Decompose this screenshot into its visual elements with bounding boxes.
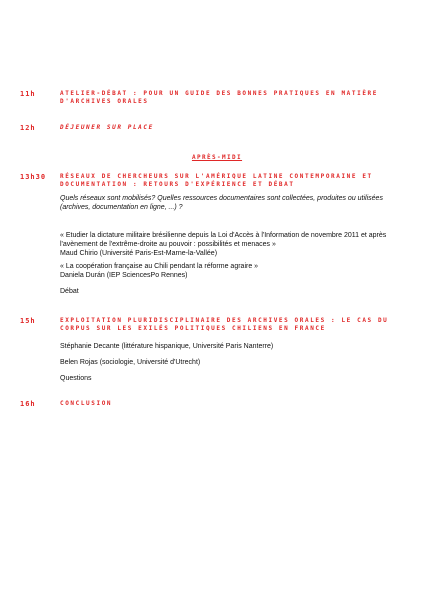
afternoon-heading: APRÈS-MIDI	[191, 154, 243, 161]
debate-label: Débat	[60, 288, 79, 295]
session-questions: Quels réseaux sont mobilisés? Quelles ressources documentaires sont collectées, produites ou utilisées (archives, documentation en ligne, ...) ?	[60, 195, 383, 211]
speaker-1: Stéphanie Decante (littérature hispanique, Université Paris Nanterre)	[60, 343, 274, 350]
session-time: 13h30	[20, 173, 47, 181]
session-time: 16h	[20, 400, 36, 408]
session-time: 12h	[20, 124, 36, 132]
talk-1-title: « Etudier la dictature militaire brésilienne depuis la Loi d'Accès à l'Information de novembre 2011 et après l'avènement de l'extrême-droite au pouvoir : possibilités et menaces »	[60, 232, 387, 248]
session-title: ATELIER-DÉBAT : POUR UN GUIDE DES BONNES PRATIQUES EN MATIÈRE D'ARCHIVES ORALES	[60, 90, 378, 105]
session-title: RÉSEAUX DE CHERCHEURS SUR L'AMÉRIQUE LATINE CONTEMPORAINE ET DOCUMENTATION : RETOURS D'EXPÉRIENCE ET DÉBAT	[60, 173, 373, 188]
questions-label: Questions	[60, 375, 92, 382]
session-title: DÉJEUNER SUR PLACE	[60, 124, 154, 131]
session-time: 15h	[20, 317, 36, 325]
session-time: 11h	[20, 90, 36, 98]
session-title: CONCLUSION	[60, 400, 113, 407]
talk-2-title: « La coopération française au Chili pendant la réforme agraire »	[60, 263, 259, 270]
session-title: EXPLOITATION PLURIDISCIPLINAIRE DES ARCHIVES ORALES : LE CAS DU CORPUS SUR LES EXILÉS POLITIQUES CHILIENS EN FRANCE	[60, 317, 389, 332]
talk-1-speaker: Maud Chirio (Université Paris-Est-Marne-la-Vallée)	[60, 250, 218, 257]
speaker-2: Belen Rojas (sociologie, Université d'Utrecht)	[60, 359, 201, 366]
talk-2-speaker: Daniela Durán (IEP SciencesPo Rennes)	[60, 272, 188, 279]
